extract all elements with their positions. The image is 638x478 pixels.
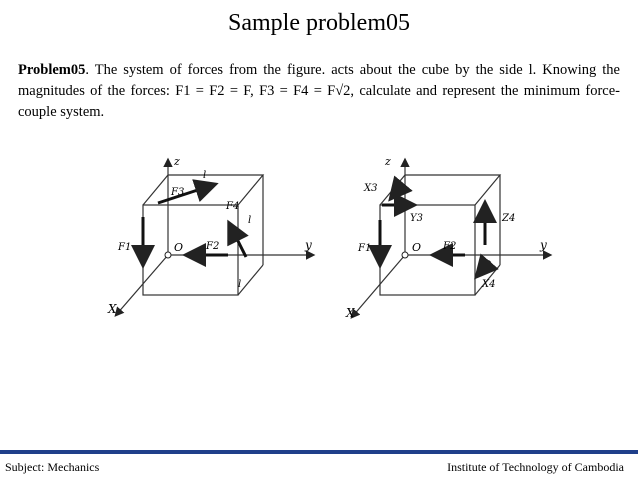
cube [143, 175, 263, 295]
axis-z-label: z [385, 155, 391, 168]
force-f2-label: F2 [206, 241, 220, 252]
origin-point [402, 252, 408, 258]
force-x4-arrow [478, 261, 490, 275]
figure-cube-forces [98, 145, 328, 330]
axis-y-label: y [540, 238, 547, 252]
axes [352, 160, 550, 317]
origin-label: O [174, 241, 184, 254]
figure-cube-components [340, 145, 560, 330]
force-arrows [143, 185, 246, 263]
axes [116, 160, 313, 315]
problem-text: . The system of forces from the figure. acts about the cube by the side l. Knowing the magnitudes of the forces: F1 = F2 = F, F3 = F4 = F√2, calculate and represent the minimum force-couple system. [18, 62, 620, 120]
side-length-label-bottom: l [238, 279, 242, 290]
force-f4-label: F4 [226, 201, 240, 212]
footer-subject: Subject: Mechanics [5, 460, 100, 474]
force-f3-arrow [158, 185, 213, 203]
force-arrows [380, 185, 490, 275]
force-f3-label: F3 [171, 187, 185, 198]
problem-label: Problem05 [18, 62, 86, 78]
axis-x-label: X [108, 302, 117, 316]
force-f1-label: F1 [358, 243, 372, 254]
axis-y-label: y [305, 238, 312, 252]
footer-institute: Institute of Technology of Cambodia [447, 460, 624, 474]
axis-z-label: z [174, 155, 180, 168]
force-x4-label: X4 [482, 279, 496, 290]
side-length-label-top: l [203, 170, 207, 181]
cube [380, 175, 500, 295]
origin-label: O [412, 241, 422, 254]
axis-x-label: X [346, 306, 355, 320]
problem-statement [18, 60, 620, 123]
force-z4-label: Z4 [502, 213, 516, 224]
footer-bar [0, 450, 638, 454]
force-x3-label: X3 [364, 183, 378, 194]
force-y3-label: Y3 [410, 213, 423, 224]
slide-title: Sample problem05 [228, 10, 410, 36]
side-length-label-right: l [248, 215, 252, 226]
origin-point [165, 252, 171, 258]
force-f2-label: F2 [443, 241, 457, 252]
force-f1-label: F1 [118, 242, 132, 253]
force-x3-arrow [392, 185, 402, 197]
